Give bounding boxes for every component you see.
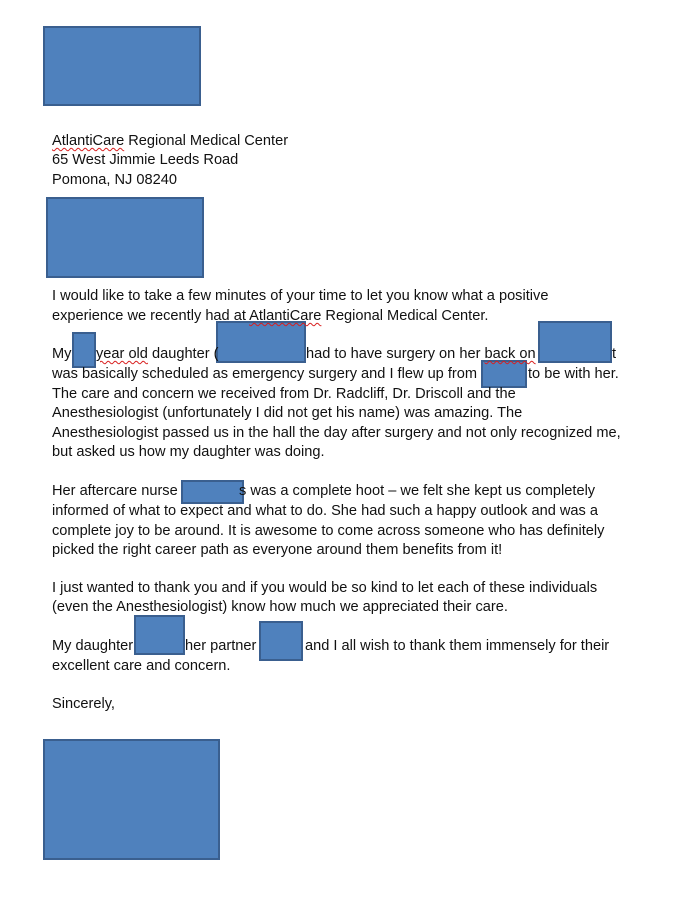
p2-l1-my: My [52, 346, 72, 362]
p3-l1-a: Her aftercare nurse [52, 483, 178, 499]
p5-l1-a: My daughter [52, 638, 134, 654]
p2-l2-b: to be with her. [528, 366, 619, 382]
redacted-signature [43, 739, 220, 860]
redacted-daughter-name-2 [134, 615, 185, 655]
p1-line2 [52, 307, 488, 327]
p2-l1-backon: back on [484, 346, 536, 362]
address-street: 65 West Jimmie Leeds Road [52, 152, 239, 168]
p1-line2-org: AtlantiCare [249, 308, 322, 324]
p3-l3: complete joy to be around. It is awesome to come across someone who has definitely [52, 523, 605, 539]
p1-line2-a: experience we recently had at [52, 308, 250, 324]
p2-l1-yearold: year old [96, 346, 148, 362]
p5-l1-b: her partner [185, 638, 257, 654]
address-org-prefix: AtlantiCare [52, 133, 125, 149]
address-org-rest: Regional Medical Center [124, 133, 289, 149]
p5-l2: excellent care and concern. [52, 658, 231, 674]
p2-l5: Anesthesiologist passed us in the hall the day after surgery and not only recognized me, [52, 425, 621, 441]
closing: Sincerely, [52, 696, 115, 712]
p3-l4: picked the right career path as everyone around them benefits from it! [52, 542, 503, 558]
redacted-age [72, 332, 96, 368]
redacted-nurse-name [181, 480, 244, 504]
p1-line1: I would like to take a few minutes of your time to let you know what a positive [52, 288, 549, 304]
p5-l1-c: and I all wish to thank them immensely for their [305, 638, 610, 654]
p2-l1-mid [96, 345, 219, 365]
p4-l2: (even the Anesthesiologist) know how much we appreciated their care. [52, 599, 508, 615]
p2-l6: but asked us how my daughter was doing. [52, 444, 325, 460]
p1-line2-c: Regional Medical Center. [321, 308, 489, 324]
p2-l1-surgery [306, 345, 536, 365]
p4-l1: I just wanted to thank you and if you would be so kind to let each of these individuals [52, 580, 598, 596]
redacted-daughter-name [216, 321, 306, 363]
redacted-partner-name [259, 621, 303, 661]
p3-l1-b: s was a complete hoot – we felt she kept us completely [239, 483, 596, 499]
address-org [52, 132, 288, 152]
p2-l4: Anesthesiologist (unfortunately I did not get his name) was amazing. The [52, 405, 523, 421]
address-city: Pomona, NJ 08240 [52, 172, 177, 188]
redacted-sender-block [43, 26, 201, 106]
redacted-surgery-date [538, 321, 612, 363]
p3-l2: informed of what to expect and what to do. She had such a happy outlook and was a [52, 503, 599, 519]
redacted-date-block [46, 197, 204, 278]
p2-l1-d: had to have surgery on her [306, 346, 485, 362]
p2-l1-end: t [612, 346, 617, 362]
p2-l2-a: was basically scheduled as emergency surgery and I flew up from [52, 366, 478, 382]
p2-l1-daughter: daughter ( [147, 346, 219, 362]
p2-l3: The care and concern we received from Dr. Radcliff, Dr. Driscoll and the [52, 386, 516, 402]
